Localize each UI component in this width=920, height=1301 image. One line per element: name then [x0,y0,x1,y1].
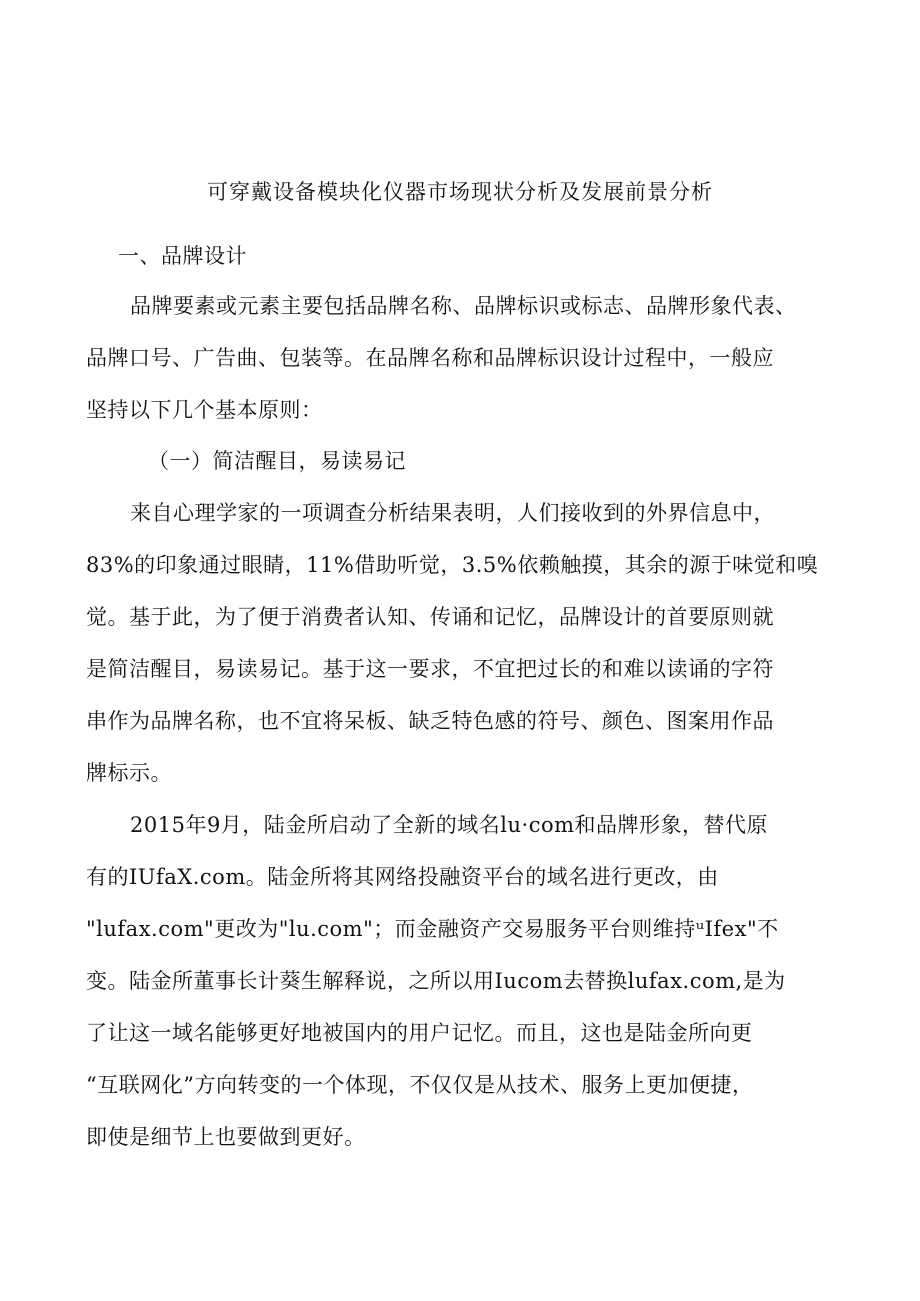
paragraph-line: 2015年9月，陆金所启动了全新的域名lu·com和品牌形象，替代原 [130,813,769,837]
paragraph-line: 83%的印象通过眼睛，11%借助听觉，3.5%依赖触摸，其余的源于味觉和嗅 [86,553,819,577]
document-title: 可穿戴设备模块化仪器市场现状分析及发展前景分析 [207,180,713,204]
paragraph-line: “互联网化”方向转变的一个体现，不仅仅是从技术、服务上更加便捷， [86,1073,754,1097]
paragraph-line: 来自心理学家的一项调查分析结果表明，人们接收到的外界信息中， [130,501,775,525]
paragraph-line: 是简洁醒目，易读易记。基于这一要求，不宜把过长的和难以读诵的字符 [86,657,774,681]
section-heading-brand-design: 一、品牌设计 [118,244,247,268]
paragraph-line: 了让这一域名能够更好地被国内的用户记忆。而且，这也是陆金所向更 [86,1021,753,1045]
paragraph-line: 品牌口号、广告曲、包装等。在品牌名称和品牌标识设计过程中，一般应 [86,346,774,370]
paragraph-line: "lufax.com"更改为"lu.com"；而金融资产交易服务平台则维持ᵘIfex"不 [86,917,779,941]
paragraph-line: 有的IUfaX.com。陆金所将其网络投融资平台的域名进行更改，由 [86,865,719,889]
paragraph-line: 坚持以下几个基本原则： [86,398,323,422]
paragraph-line: 变。陆金所董事长计葵生解释说，之所以用Iucom去替换lufax.com,是为 [86,969,786,993]
paragraph-line: 觉。基于此，为了便于消费者认知、传诵和记忆，品牌设计的首要原则就 [86,605,774,629]
paragraph-line: 牌标示。 [86,761,172,785]
subsection-heading-concise: （一）简洁醒目，易读易记 [148,449,406,473]
paragraph-line: 串作为品牌名称，也不宜将呆板、缺乏特色感的符号、颜色、图案用作品 [86,709,774,733]
paragraph-line: 即使是细节上也要做到更好。 [86,1125,366,1149]
paragraph-line: 品牌要素或元素主要包括品牌名称、品牌标识或标志、品牌形象代表、 [130,294,797,318]
